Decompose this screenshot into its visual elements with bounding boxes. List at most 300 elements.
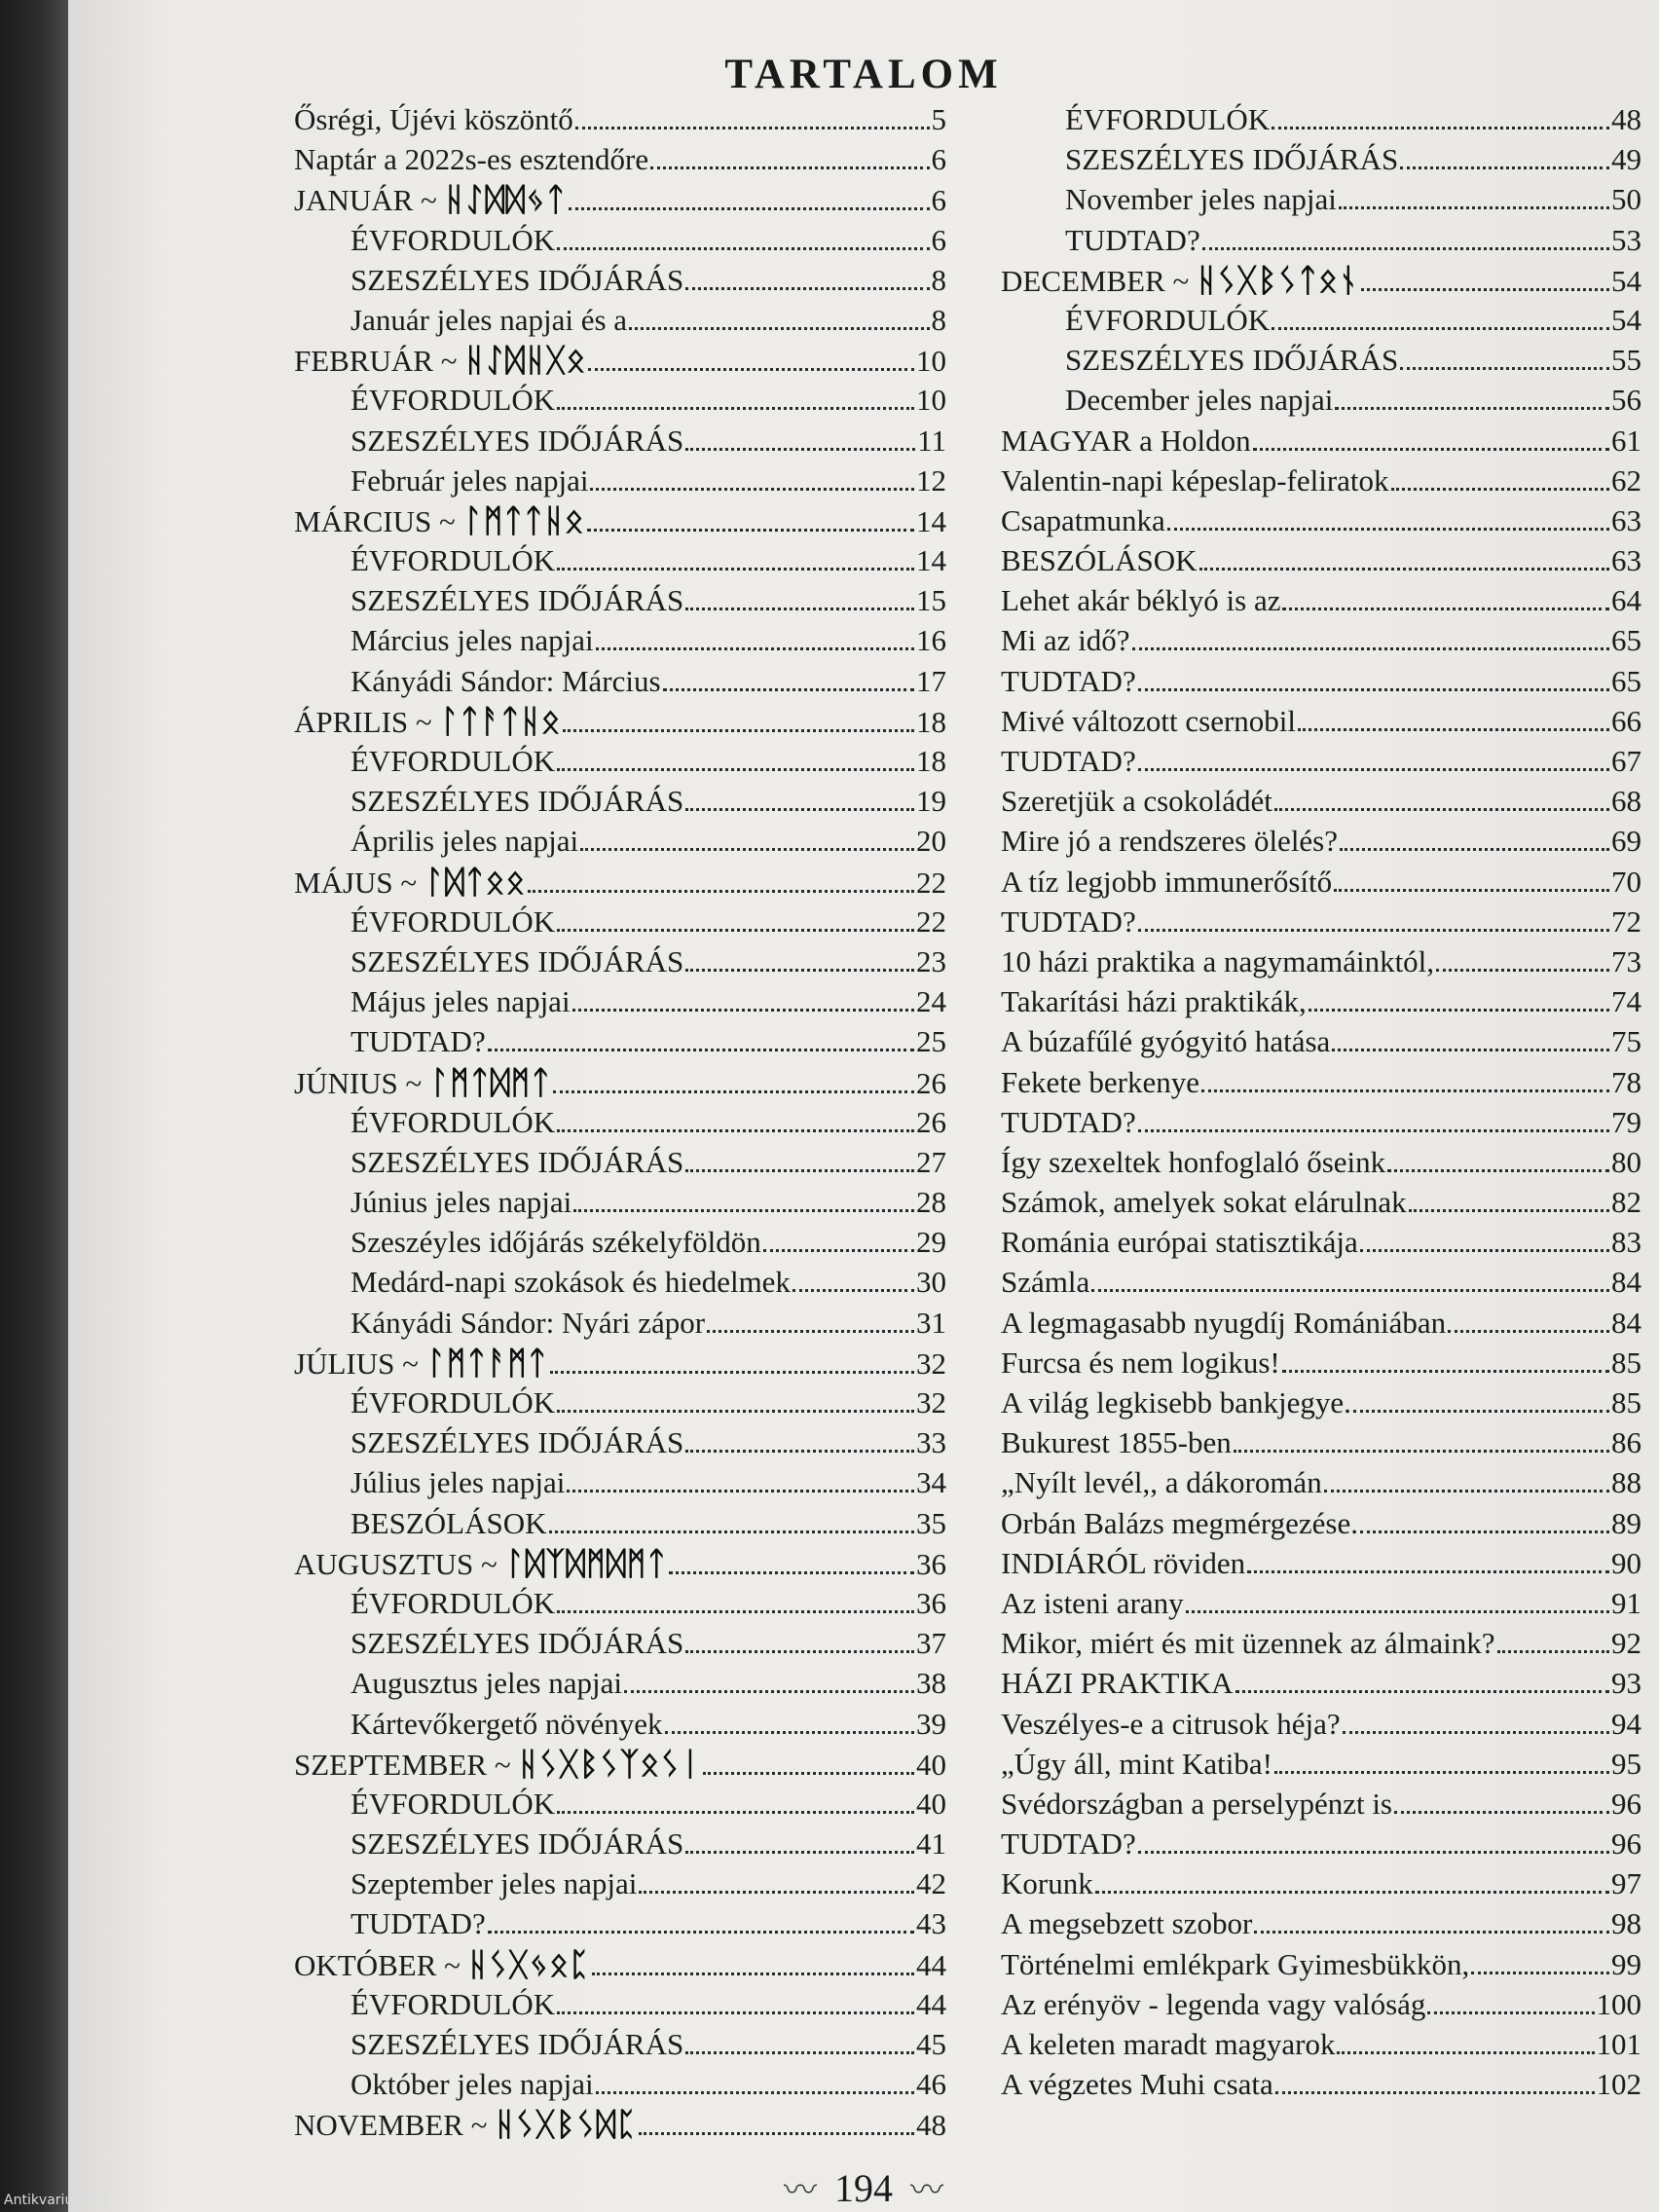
toc-entry-page: 48: [1611, 102, 1641, 136]
dot-leader: [1309, 987, 1609, 1012]
toc-entry-page: 98: [1611, 1906, 1641, 1941]
toc-entry-label: Október jeles napjai: [350, 2067, 594, 2102]
toc-entry-label: Veszélyes-e a citrusok héja?: [1001, 1706, 1341, 1741]
toc-entry: [1001, 941, 1641, 981]
toc-entry: [1001, 620, 1641, 660]
toc-entry-page: 79: [1611, 1104, 1641, 1139]
dot-leader: [1282, 1348, 1609, 1373]
dot-leader: [1340, 827, 1609, 851]
toc-entry-page: 49: [1611, 142, 1641, 177]
dot-leader: [1138, 1829, 1609, 1854]
toc-entry: [1001, 1462, 1641, 1502]
dot-leader: [557, 1388, 914, 1413]
toc-entry: [294, 1784, 946, 1824]
toc-entry-page: 14: [916, 543, 946, 578]
toc-entry-page: 24: [916, 984, 946, 1019]
dot-leader: [1335, 386, 1609, 410]
toc-entry: [294, 500, 946, 540]
dot-leader: [550, 1349, 914, 1374]
toc-entry: [294, 1382, 946, 1422]
toc-entry-label: Orbán Balázs megmérgezése.: [1001, 1505, 1358, 1540]
dot-leader: [488, 1909, 914, 1934]
toc-entry-label: Bukurest 1855-ben: [1001, 1425, 1232, 1460]
toc-entry-label: DECEMBER ~: [1001, 263, 1190, 298]
toc-entry-page: 89: [1611, 1505, 1641, 1540]
toc-entry-page: 40: [916, 1747, 946, 1782]
toc-entry-label: ÉVFORDULÓK: [350, 1786, 556, 1821]
dot-leader: [1201, 1068, 1609, 1092]
toc-entry-page: 68: [1611, 784, 1641, 819]
toc-entry-label: Takarítási házi praktikák,: [1001, 984, 1307, 1019]
toc-entry: [294, 1824, 946, 1863]
page-title: TARTALOM: [724, 52, 1003, 97]
toc-entry-page: 32: [916, 1346, 946, 1381]
toc-entry-label: NOVEMBER ~: [294, 2108, 488, 2143]
toc-entry: [1001, 1784, 1641, 1824]
toc-entry-page: 92: [1611, 1626, 1641, 1661]
toc-entry-page: 5: [931, 102, 946, 136]
toc-entry-page: 65: [1611, 663, 1641, 698]
toc-entry: [294, 1142, 946, 1182]
toc-entry-page: 8: [931, 262, 946, 297]
toc-entry-rune: ᚺᛊᚷᛒᛊᛞᛈ: [495, 2105, 638, 2144]
toc-entry: [1001, 380, 1641, 420]
dot-leader: [685, 947, 914, 972]
toc-entry-page: 84: [1611, 1305, 1641, 1340]
toc-entry-page: 26: [916, 1104, 946, 1139]
toc-entry-label: ÉVFORDULÓK: [350, 903, 556, 939]
toc-entry: [1001, 1303, 1641, 1343]
toc-entry-rune: ᚺᛇᛞᚺᚷᛟ: [464, 341, 587, 380]
toc-entry: [1001, 1343, 1641, 1382]
toc-entry: [1001, 99, 1641, 139]
dot-leader: [1334, 867, 1609, 892]
toc-entry-label: A legmagasabb nyugdíj Romániában: [1001, 1305, 1447, 1340]
toc-entry-page: 48: [916, 2108, 946, 2143]
toc-entry: [1001, 1824, 1641, 1863]
dot-leader: [685, 1629, 914, 1653]
toc-entry-label: A búzafűlé gyógyitó hatása: [1001, 1024, 1331, 1059]
dot-leader: [707, 1309, 914, 1333]
toc-entry-page: 94: [1611, 1706, 1641, 1741]
toc-entry: [294, 1704, 946, 1744]
toc-entry-label: MÁRCIUS ~: [294, 503, 456, 538]
toc-entry: [294, 1303, 946, 1343]
toc-entry: [294, 540, 946, 580]
toc-entry-label: Lehet akár béklyó is az: [1001, 583, 1281, 618]
dot-leader: [1138, 907, 1609, 932]
toc-entry-page: 34: [916, 1465, 946, 1500]
toc-entry-page: 64: [1611, 583, 1641, 618]
toc-entry-page: 82: [1611, 1185, 1641, 1220]
toc-entry-page: 66: [1611, 703, 1641, 738]
toc-entry: [1001, 421, 1641, 461]
toc-entry: [294, 981, 946, 1021]
toc-entry: [1001, 1142, 1641, 1182]
toc-entry-page: 85: [1611, 1345, 1641, 1380]
dot-leader: [1138, 1108, 1609, 1132]
toc-entry-page: 22: [916, 903, 946, 939]
toc-entry-label: A megsebzett szobor: [1001, 1906, 1253, 1941]
toc-entry: [1001, 300, 1641, 340]
toc-entry: [294, 260, 946, 300]
dot-leader: [639, 2111, 914, 2135]
dot-leader: [569, 186, 930, 210]
toc-entry-label: Ősrégi, Újévi köszöntő: [294, 102, 573, 136]
toc-entry-page: 100: [1596, 1986, 1641, 2021]
toc-entry: [294, 1663, 946, 1703]
toc-entry-label: Július jeles napjai: [350, 1465, 566, 1500]
toc-entry-label: SZESZÉLYES IDŐJÁRÁS: [1065, 142, 1399, 177]
toc-entry: [294, 1503, 946, 1543]
toc-entry-page: 46: [916, 2067, 946, 2102]
toc-entry-page: 27: [916, 1144, 946, 1179]
dot-leader: [685, 426, 915, 451]
dot-leader: [665, 1710, 914, 1734]
toc-entry-page: 41: [916, 1826, 946, 1862]
toc-entry-page: 25: [916, 1024, 946, 1059]
dot-leader: [685, 586, 914, 610]
toc-entry-page: 56: [1611, 383, 1641, 418]
toc-entry-label: JANUÁR ~: [294, 183, 437, 218]
dot-leader: [528, 868, 914, 893]
dot-leader: [1275, 2070, 1595, 2094]
dot-leader: [1272, 306, 1609, 330]
toc-entry-page: 19: [916, 784, 946, 819]
dot-leader: [557, 1789, 914, 1814]
toc-entry: [1001, 461, 1641, 500]
toc-entry: [294, 1984, 946, 2024]
toc-entry-label: Naptár a 2022s-es esztendőre: [294, 142, 649, 177]
toc-entry: [1001, 540, 1641, 580]
toc-entry: [294, 701, 946, 741]
toc-entry: [1001, 1623, 1641, 1663]
toc-entry-page: 91: [1611, 1585, 1641, 1620]
toc-entry-page: 84: [1611, 1265, 1641, 1300]
dot-leader: [1471, 1950, 1609, 1974]
toc-entry-label: ÉVFORDULÓK: [350, 1986, 556, 2021]
toc-entry: [1001, 580, 1641, 620]
dot-leader: [1391, 466, 1609, 491]
toc-entry: [1001, 139, 1641, 179]
toc-entry-page: 36: [916, 1546, 946, 1581]
toc-entry-label: ÁPRILIS ~: [294, 704, 432, 739]
toc-entry-label: A tíz legjobb immunerősítő: [1001, 864, 1333, 899]
toc-entry-label: INDIÁRÓL röviden: [1001, 1545, 1246, 1580]
dot-leader: [563, 708, 914, 732]
dot-leader: [1360, 1228, 1609, 1252]
toc-entry: [294, 1062, 946, 1102]
toc-entry-page: 67: [1611, 744, 1641, 778]
toc-entry-label: Május jeles napjai: [350, 984, 571, 1019]
watermark: Antikvarium.hu: [4, 2193, 109, 2208]
toc-entry-label: Mi az idő?: [1001, 623, 1130, 658]
dot-leader: [1253, 426, 1609, 451]
toc-entry-label: Kányádi Sándor: Március: [350, 663, 661, 698]
toc-entry-page: 75: [1611, 1024, 1641, 1059]
dot-leader: [557, 226, 929, 250]
toc-entry: [1001, 1583, 1641, 1623]
toc-entry: [294, 1222, 946, 1262]
toc-entry-page: 54: [1611, 302, 1641, 337]
toc-entry-label: Kártevőkergető növények: [350, 1706, 663, 1741]
dot-leader: [557, 747, 914, 771]
toc-entry: [294, 1021, 946, 1061]
toc-entry-page: 31: [916, 1305, 946, 1340]
toc-entry-label: JÚNIUS ~: [294, 1065, 423, 1100]
toc-entry: [294, 941, 946, 981]
toc-entry-page: 6: [931, 222, 946, 257]
dot-leader: [567, 1468, 914, 1493]
dot-leader: [1235, 1669, 1609, 1693]
toc-entry-label: SZESZÉLYES IDŐJÁRÁS: [350, 1626, 684, 1661]
toc-entry-label: Korunk: [1001, 1866, 1093, 1901]
dot-leader: [629, 306, 929, 330]
toc-entry-page: 69: [1611, 824, 1641, 859]
toc-entry: [1001, 500, 1641, 540]
toc-entry-label: Az erényöv - legenda vagy valóság: [1001, 1986, 1426, 2021]
dot-leader: [1337, 2030, 1594, 2054]
toc-entry-page: 18: [916, 744, 946, 778]
toc-entry-label: ÉVFORDULÓK: [350, 383, 556, 418]
toc-entry-rune: ᚺᛇᛞᛞᛃᛏ: [444, 180, 567, 219]
toc-entry-label: Valentin-napi képeslap-feliratok: [1001, 462, 1389, 498]
toc-entry-rune: ᛚᛗᛏᛏᚺᛟ: [462, 500, 585, 539]
dot-leader: [639, 1869, 914, 1894]
dot-leader: [663, 667, 914, 691]
toc-entry: [1001, 1543, 1641, 1583]
toc-entry-page: 96: [1611, 1826, 1641, 1862]
toc-entry: [294, 421, 946, 461]
toc-entry-page: 42: [916, 1866, 946, 1901]
toc-entry-page: 95: [1611, 1746, 1641, 1781]
toc-entry: [1001, 1182, 1641, 1222]
dot-leader: [557, 386, 914, 410]
dot-leader: [596, 626, 914, 650]
dot-leader: [488, 1027, 914, 1051]
toc-entry-rune: ᚺᛊᚷᛒᛊᛉᛟᛊᛁ: [518, 1744, 701, 1783]
toc-entry-page: 8: [931, 302, 946, 337]
toc-entry-label: Számok, amelyek sokat elárulnak: [1001, 1185, 1407, 1220]
toc-entry-label: SZESZÉLYES IDŐJÁRÁS: [350, 943, 684, 978]
toc-entry: [294, 1462, 946, 1502]
dot-leader: [1387, 1148, 1609, 1172]
toc-entry-label: SZESZÉLYES IDŐJÁRÁS: [350, 2027, 684, 2061]
toc-entry: [1001, 2064, 1641, 2104]
toc-entry-label: OKTÓBER ~: [294, 1947, 461, 1982]
toc-entry-label: 10 házi praktika a nagymamáinktól,: [1001, 943, 1435, 978]
dot-leader: [572, 987, 914, 1012]
dot-leader: [685, 1829, 914, 1854]
toc-entry-page: 30: [916, 1265, 946, 1300]
dot-leader: [587, 507, 914, 532]
toc-entry-rune: ᚺᛊᚷᛒᛊᛏᛟᚾ: [1197, 260, 1359, 299]
toc-entry: [1001, 661, 1641, 701]
toc-entry: [1001, 741, 1641, 781]
book-page: [68, 0, 1659, 2212]
toc-entry-label: ÉVFORDULÓK: [350, 1585, 556, 1620]
dot-leader: [549, 1509, 914, 1533]
toc-entry-label: Így szexeltek honfoglaló őseink: [1001, 1144, 1386, 1179]
toc-entry: [294, 1422, 946, 1462]
toc-entry-page: 63: [1611, 543, 1641, 578]
toc-entry: [294, 821, 946, 861]
toc-right-column: [1001, 99, 1641, 2104]
toc-entry: [294, 1543, 946, 1583]
dot-leader: [669, 1550, 914, 1574]
dot-leader: [1324, 1468, 1609, 1493]
toc-entry-label: SZESZÉLYES IDŐJÁRÁS: [350, 1144, 684, 1179]
dot-leader: [685, 1148, 914, 1172]
toc-entry-page: 23: [916, 943, 946, 978]
toc-entry: [294, 902, 946, 941]
toc-entry: [1001, 981, 1641, 1021]
dot-leader: [596, 2070, 914, 2094]
toc-entry-page: 10: [916, 344, 946, 379]
toc-entry: [1001, 902, 1641, 941]
dot-leader: [1202, 226, 1609, 250]
toc-entry-label: SZESZÉLYES IDŐJÁRÁS: [1065, 343, 1399, 378]
toc-entry-label: ÉVFORDULÓK: [350, 1385, 556, 1419]
dot-leader: [793, 1268, 914, 1292]
toc-entry: [1001, 1863, 1641, 1903]
toc-entry-label: TUDTAD?: [1001, 903, 1136, 939]
dot-leader: [1274, 1750, 1609, 1774]
toc-entry: [1001, 1744, 1641, 1784]
dot-leader: [590, 466, 914, 491]
toc-entry-page: 16: [916, 623, 946, 658]
page-footer: [68, 2163, 1659, 2211]
dot-leader: [1274, 787, 1609, 811]
dot-leader: [1436, 947, 1609, 972]
toc-entry: [294, 220, 946, 260]
toc-entry: [294, 1863, 946, 1903]
toc-entry-rune: ᛚᛞᛏᛟᛟ: [424, 862, 527, 901]
toc-entry-label: „Úgy áll, mint Katiba!: [1001, 1746, 1272, 1781]
toc-entry-label: HÁZI PRAKTIKA: [1001, 1666, 1234, 1701]
toc-entry-label: JÚLIUS ~: [294, 1346, 419, 1381]
toc-entry-label: BESZÓLÁSOK: [1001, 543, 1198, 578]
toc-entry: [294, 741, 946, 781]
toc-entry: [294, 781, 946, 821]
toc-entry-label: ÉVFORDULÓK: [350, 543, 556, 578]
toc-entry-page: 17: [916, 663, 946, 698]
toc-entry-label: TUDTAD?: [1065, 222, 1200, 257]
dot-leader: [553, 1069, 914, 1093]
toc-entry-label: SZESZÉLYES IDŐJÁRÁS: [350, 784, 684, 819]
toc-entry-label: Szeptember jeles napjai: [350, 1866, 638, 1901]
toc-entry-page: 62: [1611, 462, 1641, 498]
toc-entry: [294, 620, 946, 660]
dot-leader: [703, 1751, 914, 1775]
toc-entry-page: 63: [1611, 502, 1641, 537]
dot-leader: [763, 1228, 914, 1252]
toc-entry-page: 96: [1611, 1786, 1641, 1821]
toc-left-column: [294, 99, 946, 2145]
toc-entry-page: 14: [916, 503, 946, 538]
toc-entry-page: 38: [916, 1666, 946, 1701]
toc-entry-label: Svédországban a perselypénzt is: [1001, 1786, 1393, 1821]
toc-entry: [1001, 260, 1641, 300]
page-number: 194: [834, 2166, 893, 2210]
toc-entry-label: Fekete berkenye: [1001, 1064, 1199, 1099]
toc-entry: [1001, 1903, 1641, 1943]
dot-leader: [624, 1669, 914, 1693]
toc-entry: [1001, 1262, 1641, 1302]
toc-entry: [1001, 1704, 1641, 1744]
toc-entry: [294, 1623, 946, 1663]
toc-entry-page: 40: [916, 1786, 946, 1821]
toc-entry: [294, 300, 946, 340]
toc-entry-label: Március jeles napjai: [350, 623, 594, 658]
dot-leader: [685, 266, 929, 290]
toc-entry-label: SZESZÉLYES IDŐJÁRÁS: [350, 583, 684, 618]
toc-entry-rune: ᛚᛞᛉᛞᛗᛞᛗᛏ: [504, 1543, 668, 1582]
dot-leader: [1138, 667, 1609, 691]
toc-entry-page: 74: [1611, 984, 1641, 1019]
toc-entry-page: 99: [1611, 1946, 1641, 1981]
toc-entry: [1001, 1984, 1641, 2024]
toc-entry: [294, 1583, 946, 1623]
dot-leader: [685, 2030, 914, 2054]
toc-entry-label: A végzetes Muhi csata: [1001, 2067, 1273, 2102]
toc-entry-page: 26: [916, 1065, 946, 1100]
toc-entry: [294, 461, 946, 500]
toc-entry: [294, 661, 946, 701]
toc-entry-label: ÉVFORDULÓK: [350, 222, 556, 257]
toc-entry-label: ÉVFORDULÓK: [350, 744, 556, 778]
toc-entry-label: SZESZÉLYES IDŐJÁRÁS: [350, 1425, 684, 1460]
toc-entry: [294, 340, 946, 380]
toc-entry: [294, 1343, 946, 1382]
dot-leader: [1360, 1509, 1609, 1533]
toc-entry-label: Február jeles napjai: [350, 462, 589, 498]
toc-entry-label: Kányádi Sándor: Nyári zápor: [350, 1305, 706, 1340]
toc-entry-page: 12: [916, 462, 946, 498]
toc-entry: [1001, 862, 1641, 902]
toc-entry-page: 28: [916, 1185, 946, 1220]
toc-entry: [1001, 781, 1641, 821]
dot-leader: [1298, 707, 1609, 731]
toc-entry-page: 88: [1611, 1465, 1641, 1500]
dot-leader: [1247, 1549, 1609, 1573]
toc-entry-rune: ᛚᛗᛏᚨᛗᛏ: [425, 1343, 548, 1382]
toc-entry-label: A világ legkisebb bankjegye.: [1001, 1385, 1351, 1419]
toc-entry-page: 22: [916, 865, 946, 900]
dot-leader: [1199, 546, 1609, 571]
toc-entry: [1001, 1422, 1641, 1462]
toc-entry-page: 61: [1611, 423, 1641, 458]
toc-entry: [1001, 1021, 1641, 1061]
toc-entry-label: TUDTAD?: [1001, 1826, 1136, 1862]
toc-entry-page: 53: [1611, 222, 1641, 257]
dot-leader: [1394, 1789, 1609, 1814]
toc-entry-page: 93: [1611, 1666, 1641, 1701]
toc-entry-label: December jeles napjai: [1065, 383, 1334, 418]
toc-entry-page: 29: [916, 1225, 946, 1260]
toc-entry: [1001, 821, 1641, 861]
toc-entry-label: Szeretjük a csokoládét: [1001, 784, 1272, 819]
dot-leader: [685, 787, 914, 811]
dot-leader: [1254, 1909, 1609, 1934]
toc-entry-label: Szeszéyles időjárás székelyföldön: [350, 1225, 761, 1260]
toc-entry-page: 11: [917, 423, 946, 458]
dot-leader: [1427, 1990, 1594, 2014]
toc-entry-page: 36: [916, 1585, 946, 1620]
dot-leader: [1400, 346, 1609, 370]
toc-entry: [1001, 1503, 1641, 1543]
dot-leader: [592, 1951, 914, 1975]
